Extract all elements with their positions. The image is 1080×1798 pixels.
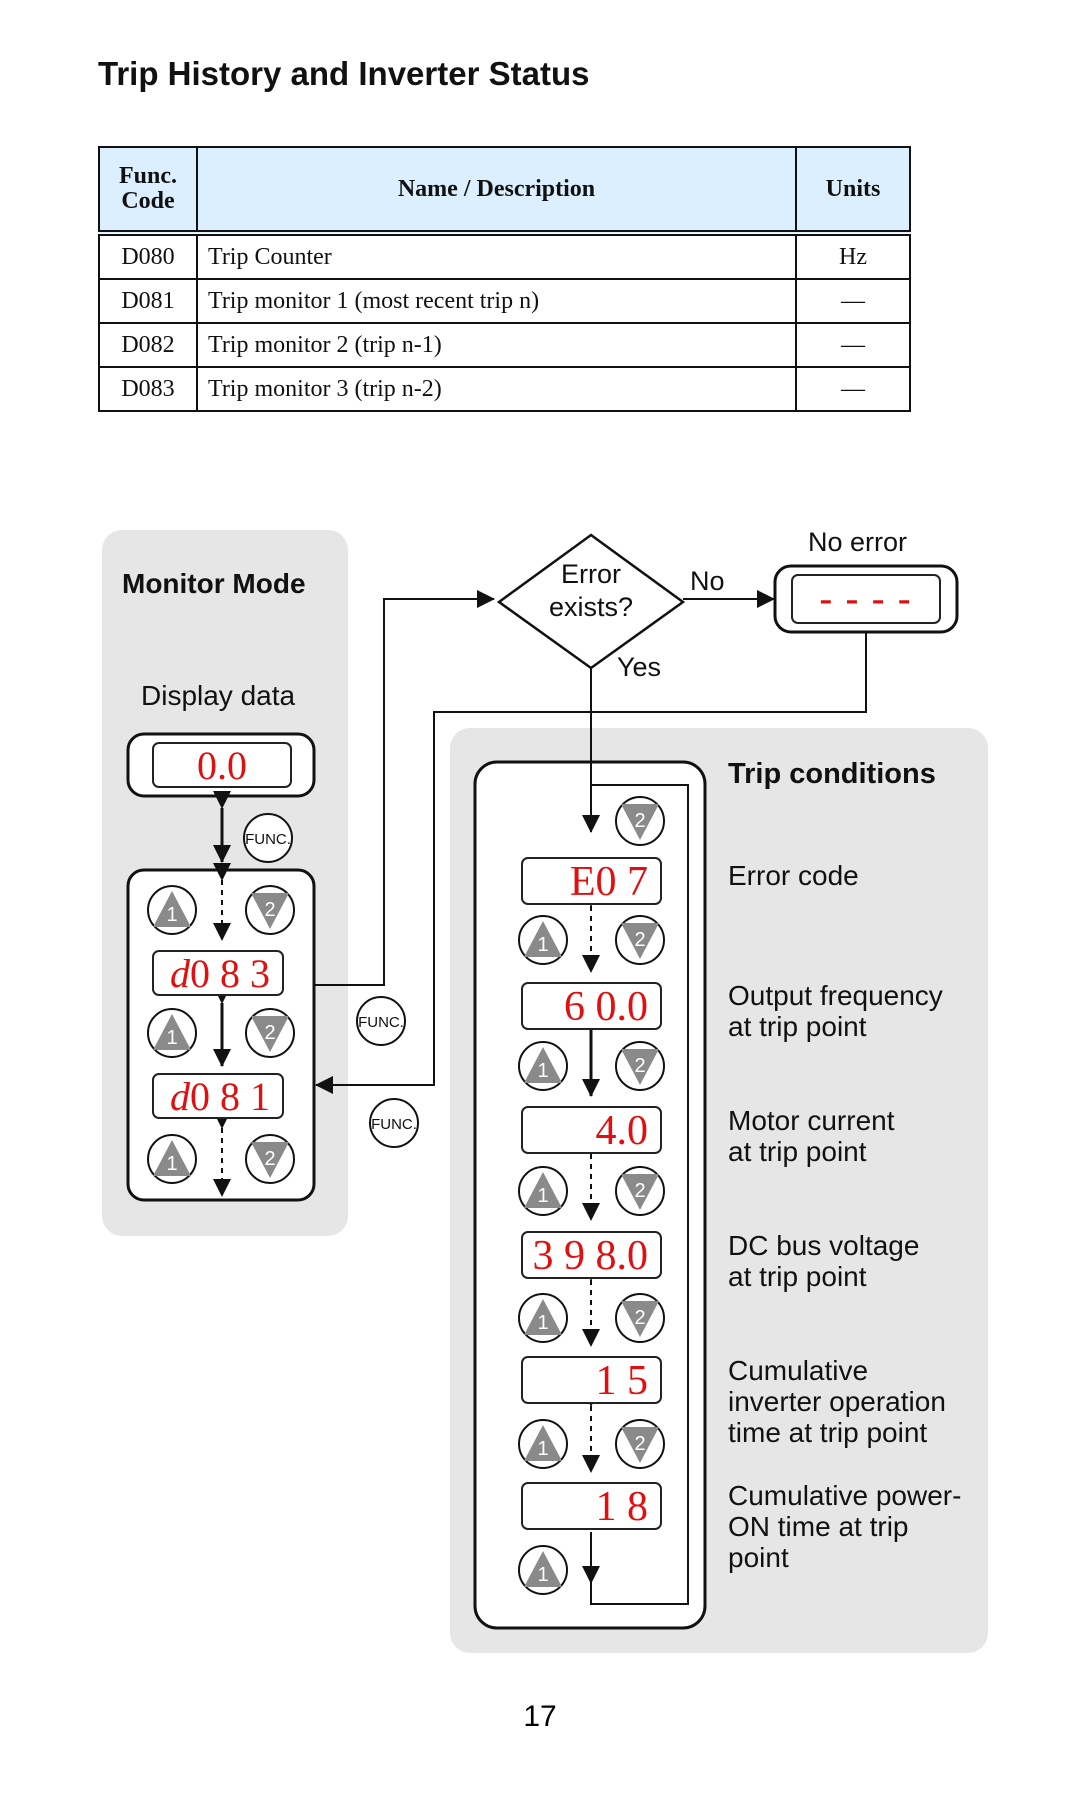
units-cell: — — [796, 323, 910, 367]
up-key-icon[interactable] — [517, 1040, 569, 1092]
units-cell: — — [796, 279, 910, 323]
up-key-number: 1 — [166, 1153, 178, 1175]
func-key-label: FUNC. — [245, 831, 291, 848]
up-key-number: 1 — [166, 1027, 178, 1049]
trip-conditions-title: Trip conditions — [728, 758, 936, 790]
down-key-number: 2 — [634, 1433, 646, 1455]
up-key-number: 1 — [537, 1185, 549, 1207]
units-cell: Hz — [796, 233, 910, 279]
up-key-icon[interactable] — [517, 1544, 569, 1596]
header-units: Units — [796, 147, 910, 233]
up-key-icon[interactable] — [146, 884, 198, 936]
down-key-number: 2 — [634, 1180, 646, 1202]
down-key-icon[interactable] — [614, 1418, 666, 1470]
trip-display-power-on-time: 1 8 — [521, 1482, 662, 1530]
down-key-icon[interactable] — [614, 1165, 666, 1217]
func-key-label: FUNC. — [371, 1116, 417, 1133]
func-code-cell: D080 — [99, 233, 197, 279]
down-key-number: 2 — [264, 1022, 276, 1044]
down-key-icon[interactable] — [244, 1007, 296, 1059]
no-error-display: - - - - — [791, 574, 941, 624]
up-key-number: 1 — [166, 904, 178, 926]
up-key-icon[interactable] — [146, 1133, 198, 1185]
no-label: No — [690, 566, 725, 596]
up-key-number: 1 — [537, 1564, 549, 1586]
yes-label: Yes — [617, 652, 662, 682]
trip-label-output-frequency: Output frequency at trip point — [728, 980, 943, 1042]
description-cell: Trip monitor 3 (trip n-2) — [197, 367, 796, 411]
up-key-icon[interactable] — [517, 1418, 569, 1470]
up-key-icon[interactable] — [517, 1165, 569, 1217]
header-name-description: Name / Description — [197, 147, 796, 233]
down-key-number: 2 — [634, 929, 646, 951]
no-error-label: No error — [808, 527, 908, 557]
trip-display-dc-bus-voltage: 3 9 8.0 — [521, 1231, 662, 1279]
func-key-icon[interactable] — [355, 995, 407, 1047]
display-value: 0.0 — [152, 742, 292, 788]
description-cell: Trip Counter — [197, 233, 796, 279]
description-cell: Trip monitor 1 (most recent trip n) — [197, 279, 796, 323]
func-code-cell: D083 — [99, 367, 197, 411]
down-key-icon[interactable] — [614, 1292, 666, 1344]
trip-display-operation-time: 1 5 — [521, 1356, 662, 1404]
down-key-icon[interactable] — [614, 1040, 666, 1092]
up-key-number: 1 — [537, 1060, 549, 1082]
description-cell: Trip monitor 2 (trip n-1) — [197, 323, 796, 367]
loop-arrow-icon — [575, 1530, 607, 1610]
up-key-number: 1 — [537, 934, 549, 956]
down-key-icon[interactable] — [614, 795, 666, 847]
func-code-cell: D082 — [99, 323, 197, 367]
down-key-number: 2 — [634, 1307, 646, 1329]
section-title: Trip History and Inverter Status — [98, 55, 590, 92]
decision-line-1: Error — [561, 559, 621, 589]
down-key-number: 2 — [264, 899, 276, 921]
code-prefix: d — [170, 1074, 190, 1119]
units-cell: — — [796, 367, 910, 411]
trip-display-output-frequency: 6 0.0 — [521, 982, 662, 1030]
func-code-cell: D081 — [99, 279, 197, 323]
trip-label-motor-current: Motor current at trip point — [728, 1105, 895, 1167]
decision-label — [532, 558, 650, 624]
trip-label-power-on-time: Cumulative power- ON time at trip point — [728, 1480, 962, 1573]
func-key-icon[interactable] — [242, 812, 294, 864]
trip-label-error-code: Error code — [728, 860, 859, 891]
up-key-icon[interactable] — [517, 1292, 569, 1344]
trip-label-operation-time: Cumulative inverter operation time at trip point — [728, 1355, 946, 1448]
monitor-mode-title: Monitor Mode — [122, 568, 306, 599]
page-number: 17 — [523, 1700, 557, 1733]
func-key-label: FUNC. — [358, 1014, 404, 1031]
down-key-number: 2 — [264, 1148, 276, 1170]
down-key-number: 2 — [634, 1055, 646, 1077]
code-display-d083 — [152, 950, 284, 996]
up-key-number: 1 — [537, 1438, 549, 1460]
display-data-label: Display data — [141, 680, 296, 711]
up-key-number: 1 — [537, 1312, 549, 1334]
trip-display-error-code: E0 7 — [521, 857, 662, 905]
code-prefix: d — [170, 951, 190, 996]
code-display-d081 — [152, 1073, 284, 1119]
code-digits: 0 8 1 — [190, 1074, 270, 1119]
down-key-icon[interactable] — [614, 914, 666, 966]
decision-line-2: exists? — [548, 592, 634, 622]
trip-display-motor-current: 4.0 — [521, 1106, 662, 1154]
func-key-icon[interactable] — [368, 1097, 420, 1149]
up-key-icon[interactable] — [517, 914, 569, 966]
trip-label-dc-bus-voltage: DC bus voltage at trip point — [728, 1230, 920, 1292]
up-key-icon[interactable] — [146, 1007, 198, 1059]
down-key-icon[interactable] — [244, 884, 296, 936]
header-func-code: Func. Code — [99, 147, 197, 233]
down-key-icon[interactable] — [244, 1133, 296, 1185]
code-digits: 0 8 3 — [190, 951, 270, 996]
down-key-number: 2 — [634, 810, 646, 832]
